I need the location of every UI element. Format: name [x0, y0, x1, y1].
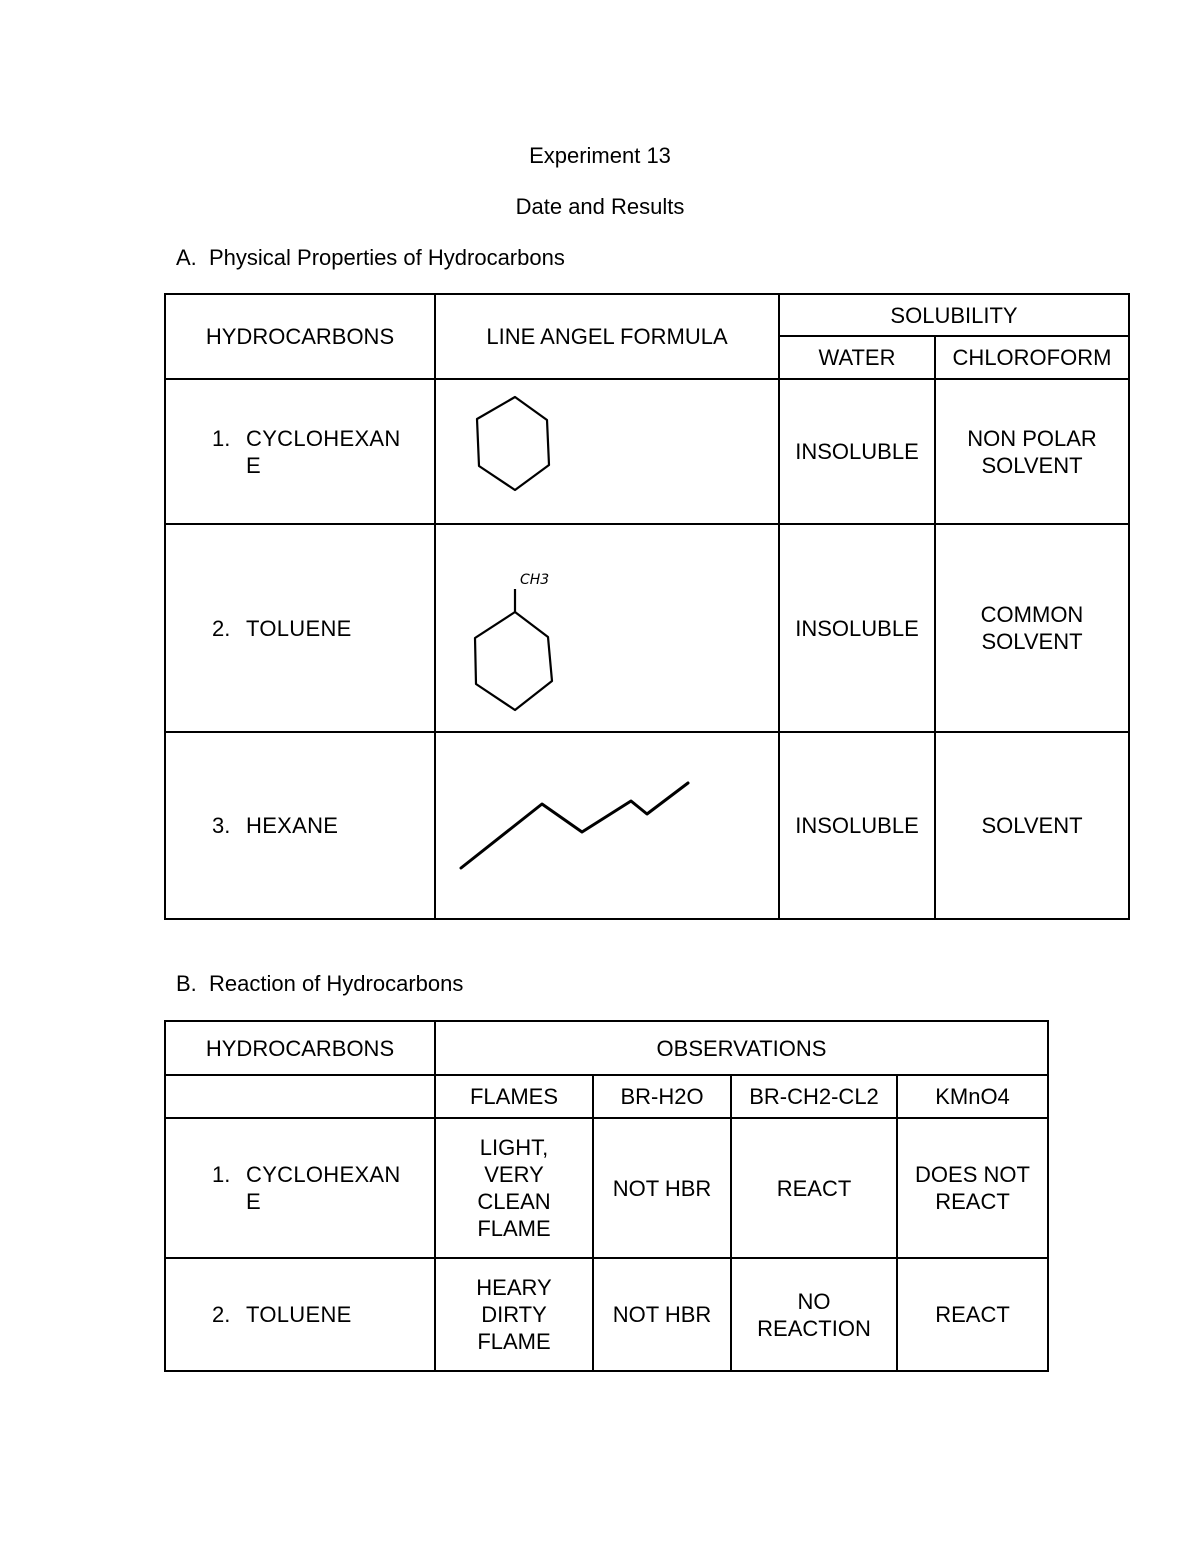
kmno4-cell: DOES NOT REACT [897, 1118, 1048, 1258]
hydrocarbon-cell [165, 732, 435, 919]
row-number: 3. [212, 813, 231, 838]
header-line-angle-formula: LINE ANGEL FORMULA [435, 294, 779, 379]
water-solubility-cell: INSOLUBLE [779, 732, 935, 919]
header-hydrocarbons: HYDROCARBONS [165, 294, 435, 379]
header-observations: OBSERVATIONS [435, 1021, 1048, 1075]
methyl-label: CH3 [520, 572, 550, 588]
br-ch2-cl2-cell: REACT [731, 1118, 897, 1258]
cyclohexane-structure-icon [442, 382, 782, 522]
br-h2o-cell: NOT HBR [593, 1258, 731, 1371]
row-number: 2. [212, 615, 231, 641]
chloroform-solubility-cell: COMMON SOLVENT [935, 524, 1129, 732]
flames-cell: LIGHT, VERY CLEAN FLAME [435, 1118, 593, 1258]
hydrocarbon-name: CYCLOHEXANE [246, 425, 401, 478]
br-ch2-cl2-cell: NO REACTION [731, 1258, 897, 1371]
formula-cell [435, 732, 779, 919]
formula-cell [435, 524, 779, 732]
header-br-h2o: BR-H2O [593, 1075, 731, 1118]
formula-cell [435, 379, 779, 524]
header-br-ch2-cl2: BR-CH2-CL2 [731, 1075, 897, 1118]
reaction-table [164, 1020, 1049, 1372]
flames-cell: HEARY DIRTY FLAME [435, 1258, 593, 1371]
table-row [165, 524, 1129, 732]
header-solubility: SOLUBILITY [779, 294, 1129, 336]
table-row [165, 1258, 1048, 1371]
hydrocarbon-cell [165, 1118, 435, 1258]
chloroform-solubility-cell: NON POLAR SOLVENT [935, 379, 1129, 524]
water-solubility-cell: INSOLUBLE [779, 524, 935, 732]
header-hydrocarbons: HYDROCARBONS [165, 1021, 435, 1075]
page-subtitle: Date and Results [515, 194, 685, 219]
row-number: 1. [212, 1162, 231, 1187]
header-flames: FLAMES [435, 1075, 593, 1118]
page-title: Experiment 13 [529, 143, 671, 168]
section-b-heading: B. Reaction of Hydrocarbons [176, 971, 464, 996]
table-row [165, 732, 1129, 919]
section-a-heading: A. Physical Properties of Hydrocarbons [176, 245, 565, 270]
water-solubility-cell: INSOLUBLE [779, 379, 935, 524]
br-h2o-cell: NOT HBR [593, 1118, 731, 1258]
header-kmno4: KMnO4 [897, 1075, 1048, 1118]
table-row [165, 1118, 1048, 1258]
chloroform-solubility-cell: SOLVENT [935, 732, 1129, 919]
physical-properties-table [164, 293, 1130, 920]
toluene-structure-icon [442, 526, 782, 730]
hydrocarbon-name: TOLUENE [246, 1302, 352, 1327]
header-chloroform: CHLOROFORM [935, 336, 1129, 379]
row-number: 1. [212, 425, 231, 451]
hydrocarbon-name: TOLUENE [246, 615, 352, 641]
table-row [165, 379, 1129, 524]
hexane-zigzag-icon [442, 736, 782, 916]
row-number: 2. [212, 1302, 231, 1327]
hydrocarbon-name: HEXANE [246, 813, 339, 838]
hydrocarbon-cell [165, 1258, 435, 1371]
hydrocarbon-cell [165, 379, 435, 524]
hydrocarbon-cell [165, 524, 435, 732]
kmno4-cell: REACT [897, 1258, 1048, 1371]
header-empty [165, 1075, 435, 1118]
hydrocarbon-name: CYCLOHEXANE [246, 1162, 401, 1214]
header-water: WATER [779, 336, 935, 379]
